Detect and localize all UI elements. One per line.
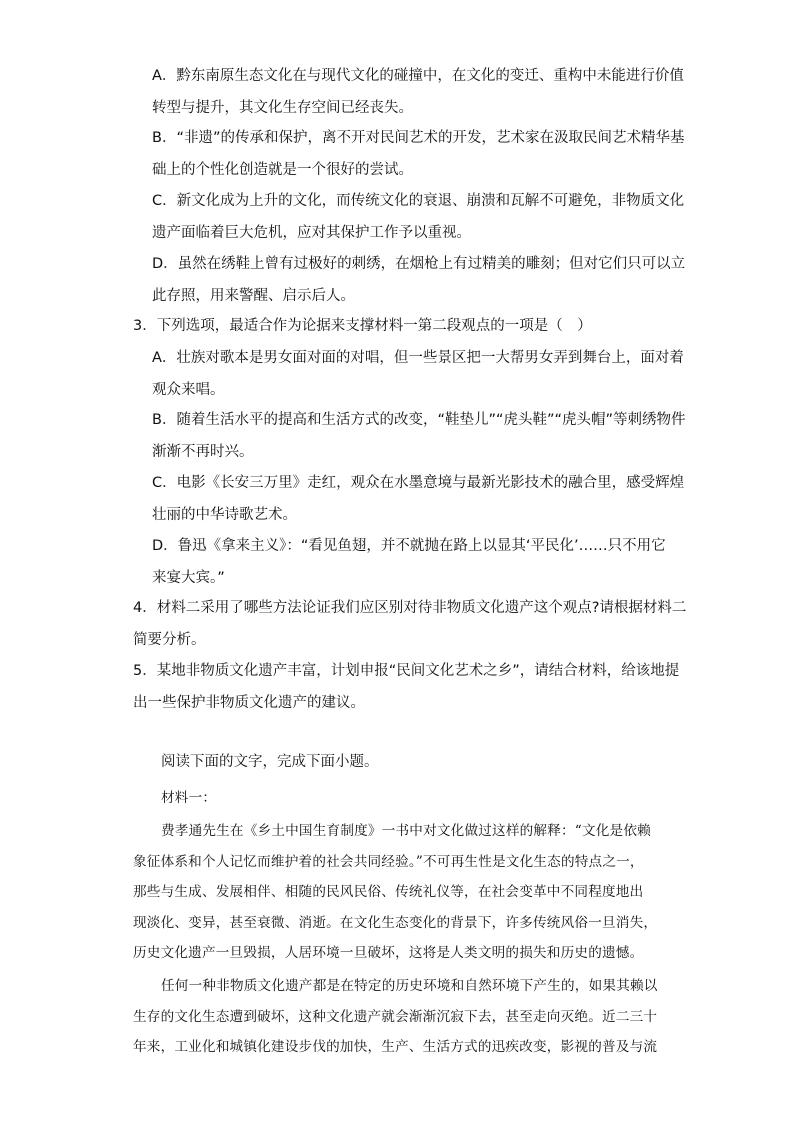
q3-option-a-line2: 观众来唱。 — [152, 382, 225, 398]
q5-line1: 5．某地非物质文化遗产丰富，计划申报“民间文化艺术之乡”，请结合材料，给该地提 — [133, 663, 680, 679]
material-para1-line5: 历史文化遗产一旦毁损，人居环境一旦破坏，这将是人类文明的损失和历史的遗憾。 — [133, 945, 644, 961]
q3-option-a-line1: A．壮族对歌本是男女面对面的对唱，但一些景区把一大帮男女弄到舞台上，面对着 — [152, 350, 684, 366]
q2-option-c-line1: C．新文化成为上升的文化，而传统文化的衰退、崩溃和瓦解不可避免，非物质文化 — [152, 193, 685, 209]
reading-instruction: 阅读下面的文字，完成下面小题。 — [161, 754, 379, 770]
q3-option-c-line2: 壮丽的中华诗歌艺术。 — [152, 507, 297, 523]
material-para2-line3: 年来，工业化和城镇化建设步伐的加快，生产、生活方式的迅疾改变，影视的普及与流 — [133, 1039, 658, 1055]
material-label: 材料一： — [161, 790, 217, 806]
material-para1-line4: 现淡化、变异，甚至衰微、消逝。在文化生态变化的背景下，许多传统风俗一旦消失， — [133, 915, 658, 931]
q3-stem: 3．下列选项，最适合作为论据来支撑材料一第二段观点的一项是（ ） — [133, 318, 592, 334]
q3-option-d-line1: D．鲁迅《拿来主义》：“看见鱼翅，并不就抛在路上以显其‘平民化’……只不用它 — [152, 538, 666, 554]
q2-option-a-line1: A．黔东南原生态文化在与现代文化的碰撞中，在文化的变迁、重构中未能进行价值 — [152, 68, 684, 84]
material-para2-line1: 任何一种非物质文化遗产都是在特定的历史环境和自然环境下产生的，如果其赖以 — [161, 978, 658, 994]
q5-line2: 出一些保护非物质文化遗产的建议。 — [133, 695, 365, 711]
q2-option-b-line2: 础上的个性化创造就是一个很好的尝试。 — [152, 162, 413, 178]
q2-option-d-line2: 此存照，用来警醒、启示后人。 — [152, 288, 355, 304]
material-para2-line2: 生存的文化生态遭到破坏，这种文化遗产就会渐渐沉寂下去，甚至走向灭绝。近二三十 — [133, 1009, 658, 1025]
q3-option-d-line2: 来宴大宾。” — [152, 570, 225, 586]
q3-option-c-line1: C．电影《长安三万里》走红，观众在水墨意境与最新光影技术的融合里，感受辉煌 — [152, 475, 685, 491]
q3-option-b-line2: 渐渐不再时兴。 — [152, 444, 254, 460]
material-para1-line3: 那些与生成、发展相伴、相随的民风民俗、传统礼仪等，在社会变革中不同程度地出 — [133, 884, 644, 900]
q2-option-b-line1: B．“非遗”的传承和保护，离不开对民间艺术的开发，艺术家在汲取民间艺术精华基 — [152, 130, 685, 146]
q4-line2: 简要分析。 — [133, 632, 206, 648]
material-para1-line1: 费孝通先生在《乡土中国生育制度》一书中对文化做过这样的解释：“文化是依赖 — [161, 823, 651, 839]
q2-option-a-line2: 转型与提升，其文化生存空间已经丧失。 — [152, 100, 413, 116]
q2-option-d-line1: D．虽然在绣鞋上曾有过极好的刺绣，在烟枪上有过精美的雕刻；但对它们只可以立 — [152, 256, 686, 272]
material-para1-line2: 象征体系和个人记忆而维护着的社会共同经验。”不可再生性是文化生态的特点之一， — [133, 854, 644, 870]
q2-option-c-line2: 遗产面临着巨大危机，应对其保护工作予以重视。 — [152, 225, 471, 241]
q3-option-b-line1: B．随着生活水平的提高和生活方式的改变，“鞋垫儿”“虎头鞋”“虎头帽”等刺绣物件 — [152, 412, 686, 428]
q4-line1: 4．材料二采用了哪些方法论证我们应区别对待非物质文化遗产这个观点?请根据材料二 — [133, 600, 687, 616]
